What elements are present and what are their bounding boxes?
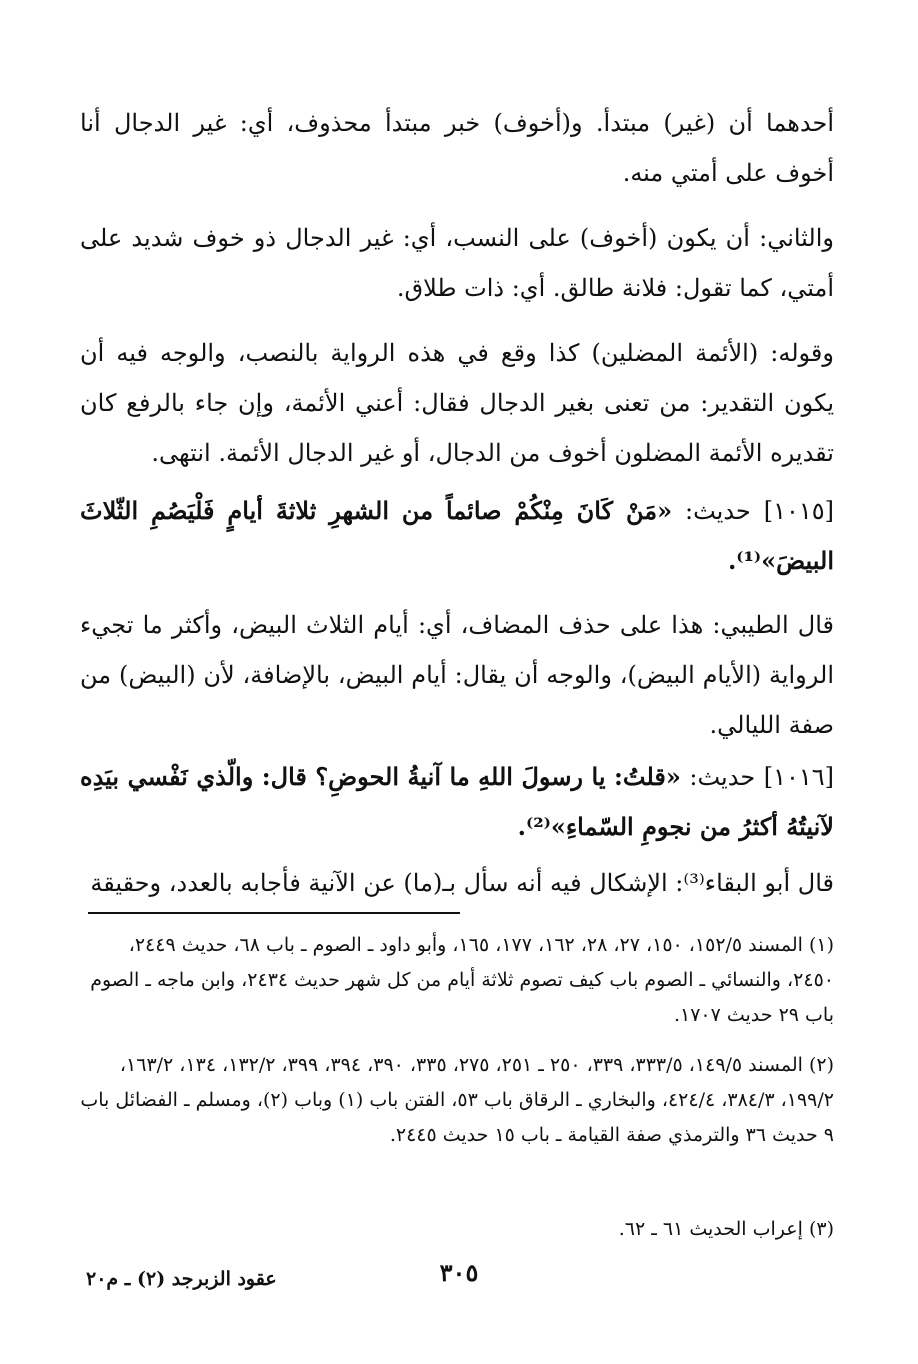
hadith-lead: حديث: — [685, 497, 751, 525]
paragraph-3: وقوله: (الأئمة المضلين) كذا وقع في هذه الرواية بالنصب، والوجه فيه أن يكون التقدير: من تعنى بغير الدجال فقال: أعني الأئمة، وإن جاء بالرفع كان تقديره الأئمة المضلون أخوف من الدجال، أو غير الدجال الأئمة. انتهى. — [80, 339, 834, 467]
footnote-text: المسند ١٤٩/٥، ٣٣٣/٥، ٣٣٩، ٢٥٠ ـ ٢٥١، ٢٧٥، ٣٣٥، ٣٩٠، ٣٩٤، ٣٩٩، ١٣٢/٢، ١٣٤، ١٦٣/٢، ١٩٩/٢، ٣٨٤/٣، ٤٢٤/٤، والبخاري ـ الرقاق باب ٥٣، الفتن باب (١) وباب (٢)، ومسلم ـ الفضائل باب ٩ حديث ٣٦ والترمذي صفة القيامة ـ باب ١٥ حديث ٢٤٤٥. — [80, 1054, 834, 1146]
footnote-marker: (٢) — [808, 1054, 834, 1076]
page-number: ٣٠٥ — [439, 1258, 479, 1287]
hadith-lead: حديث: — [689, 763, 756, 791]
footnote-2 — [80, 1048, 834, 1153]
hadith-number: [١٠١٥] — [763, 497, 834, 525]
hadith-number: [١٠١٦] — [763, 763, 834, 791]
footnote-separator — [88, 912, 460, 914]
footnote-1 — [80, 928, 834, 1033]
paragraph-1: أحدهما أن (غير) مبتدأ. و(أخوف) خبر مبتدأ محذوف، أي: غير الدجال أنا أخوف على أمتي منه. — [80, 109, 835, 187]
hadith-text: «مَنْ كَانَ مِنْكُمْ صائماً من الشهرِ ثلاثةَ أيامٍ فَلْيَصُمِ الثّلاثَ البيضَ»⁽¹⁾. — [80, 496, 834, 575]
footnote-text: إعراب الحديث ٦١ ـ ٦٢. — [618, 1218, 803, 1240]
paragraph-2: والثاني: أن يكون (أخوف) على النسب، أي: غير الدجال ذو خوف شديد على أمتي، كما تقول: فلانة طالق. أي: ذات طلاق. — [80, 224, 834, 302]
footnote-marker: (١) — [808, 934, 834, 956]
paragraph-tibi: قال الطيبي: هذا على حذف المضاف، أي: أيام الثلاث البيض، وأكثر ما تجيء الرواية (الأيام البيض)، والوجه أن يقال: أيام البيض، بالإضافة، لأن (البيض) من صفة الليالي. — [80, 611, 834, 739]
hadith-1015 — [80, 486, 834, 586]
hadith-text: «قلتُ: يا رسولَ اللهِ ما آنيةُ الحوضِ؟ قال: والّذي نَفْسي بيَدِه لآنيتُهُ أكثرُ من نجومِ السّماءِ»⁽²⁾. — [80, 762, 834, 841]
signature-line: عقود الزبرجد (٢) ـ م٢٠ — [86, 1268, 277, 1290]
footnote-3 — [80, 1212, 834, 1247]
paragraph-abulbaqa: قال أبو البقاء⁽³⁾: الإشكال فيه أنه سأل بـ(ما) عن الآنية فأجابه بالعدد، وحقيقة — [90, 869, 834, 897]
hadith-1016 — [80, 752, 834, 852]
footnote-text: المسند ١٥٢/٥، ١٥٠، ٢٧، ٢٨، ١٦٢، ١٧٧، ١٦٥، وأبو داود ـ الصوم ـ باب ٦٨، حديث ٢٤٤٩، ٢٤٥٠، والنسائي ـ الصوم باب كيف تصوم ثلاثة أيام من كل شهر حديث ٢٤٣٤، وابن ماجه ـ الصوم باب ٢٩ حديث ١٧٠٧. — [90, 934, 834, 1026]
footnote-marker: (٣) — [808, 1218, 834, 1240]
